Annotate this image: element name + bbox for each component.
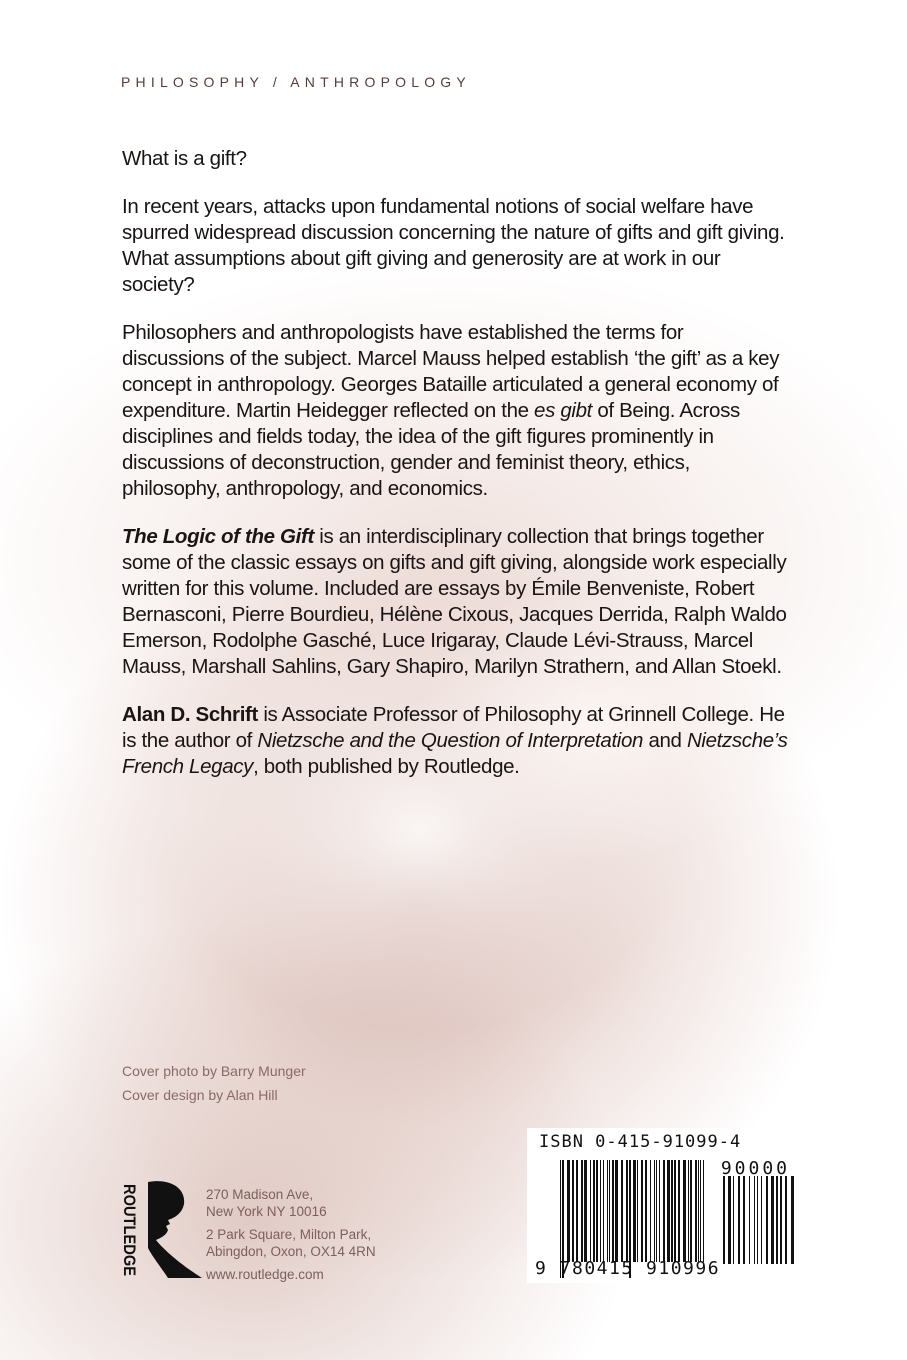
svg-text:ROUTLEDGE: ROUTLEDGE (120, 1184, 139, 1280)
barcode-bar (766, 1176, 768, 1264)
barcode-bar (581, 1160, 583, 1262)
barcode-bar (659, 1160, 660, 1262)
ean-number: 9 780415 910996 (535, 1258, 721, 1279)
barcode-bar (656, 1160, 657, 1262)
barcode-bar (645, 1160, 647, 1262)
barcode-bar (776, 1176, 778, 1264)
blurb-paragraph-1: In recent years, attacks upon fundamental notions of social welfare have spurred widespread discussion concerning the nature of gifts and gift giving. What assumptions about gift giving and generosity are at work in our society? (122, 195, 785, 296)
text: is Associate Professor of Philosophy at Grinnell College. He is the author of (122, 703, 785, 752)
barcode-bar (690, 1160, 692, 1262)
text: and (643, 729, 687, 752)
barcode-bar (674, 1160, 676, 1262)
barcode-bar (698, 1160, 699, 1262)
routledge-logo (120, 1180, 205, 1280)
barcode-bar (723, 1176, 725, 1264)
barcode-bar (700, 1160, 701, 1262)
barcode-bar (671, 1160, 673, 1262)
price-addon: 90000 (720, 1158, 790, 1179)
barcode-bar (603, 1160, 604, 1262)
barcode-bar (791, 1176, 794, 1264)
italic-term: es gibt (534, 399, 592, 422)
address-line: New York NY 10016 (206, 1204, 327, 1219)
barcode-bar (576, 1160, 578, 1262)
barcode-bar (663, 1160, 665, 1262)
barcode-bar (761, 1176, 762, 1264)
cover-credits (122, 1059, 306, 1107)
blurb-paragraph-3 (122, 524, 790, 680)
barcode-bar (728, 1176, 731, 1264)
photo-credit: Cover photo by Barry Munger (122, 1063, 306, 1079)
barcode-bar (572, 1160, 574, 1262)
publisher-website: www.routledge.com (206, 1267, 324, 1282)
barcode-bar (609, 1160, 610, 1262)
barcode-bar (641, 1160, 643, 1262)
barcode-bar (612, 1160, 614, 1262)
barcode-bar (780, 1176, 782, 1264)
text: Philosophers and anthropologists have established the terms for discussions of the subject. Marcel Mauss helped establish ‘the gift’ as a key concept in anthropology. Georges Bataille articulated a general economy of expenditure. Martin Heidegger reflected on the (122, 321, 780, 422)
address-line: Abingdon, Oxon, OX14 4RN (206, 1244, 376, 1259)
barcode-bar (637, 1160, 638, 1262)
barcode-bar (754, 1176, 755, 1264)
blurb (122, 146, 790, 802)
barcode-bar (615, 1160, 618, 1262)
barcode-bar (738, 1176, 740, 1264)
barcode-bar (584, 1160, 587, 1262)
barcode-bar (683, 1160, 686, 1262)
barcode-bar (749, 1176, 750, 1264)
barcode-bar (590, 1160, 591, 1262)
design-credit: Cover design by Alan Hill (122, 1087, 278, 1103)
barcode-bar (743, 1176, 745, 1264)
barcode-bar (593, 1160, 595, 1262)
book-title: The Logic of the Gift (122, 525, 314, 548)
isbn-barcode (527, 1128, 800, 1283)
text: of Being. Across disciplines and fields today, the idea of the gift figures prominently in discussions of deconstruction, gender and feminist theory, ethics, philosophy, anthropology, and economics. (122, 399, 740, 500)
barcode-bar (600, 1160, 601, 1262)
author-name: Alan D. Schrift (122, 703, 258, 726)
barcode-bar (654, 1160, 655, 1262)
barcode-bar (567, 1160, 570, 1262)
barcode-bar (678, 1160, 680, 1262)
barcode-bar (607, 1160, 608, 1262)
blurb-question: What is a gift? (122, 147, 247, 170)
barcode-bar (633, 1160, 636, 1262)
isbn-text: ISBN 0-415-91099-4 (539, 1132, 742, 1152)
book-title: Nietzsche’s French Legacy (122, 729, 788, 778)
category-header: PHILOSOPHY / ANTHROPOLOGY (121, 74, 471, 90)
barcode-bar (785, 1176, 787, 1264)
barcode-bar (621, 1160, 623, 1262)
blurb-paragraph-2 (122, 320, 790, 502)
barcode-bar (771, 1176, 774, 1264)
book-title: Nietzsche and the Question of Interpretation (257, 729, 644, 752)
text: , both published by Routledge. (253, 755, 520, 778)
barcode-bar (626, 1160, 628, 1262)
barcode-bar (695, 1160, 697, 1262)
address-line: 270 Madison Ave, (206, 1187, 314, 1202)
barcode-bar (688, 1160, 689, 1262)
barcode-bar (703, 1160, 704, 1262)
author-bio (122, 702, 790, 780)
barcode-bar (667, 1160, 670, 1262)
barcode-bar (650, 1160, 651, 1262)
barcode-bar (733, 1176, 734, 1264)
address-line: 2 Park Square, Milton Park, (206, 1227, 372, 1242)
publisher-addresses (206, 1186, 376, 1283)
text: is an interdisciplinary collection that brings together some of the classic essays on gifts and gift giving, alongside work especially written for this volume. Included are essays by Émile Benveniste, Robert Bernasconi, Pierre Bourdieu, Hélène Cixous, Jacques Derrida, Ralph Waldo Emerson, Rodolphe Gasché, Luce Irigaray, Claude Lévi-Strauss, Marcel Mauss, Marshall Sahlins, Gary Shapiro, Marilyn Strathern, and Allan Stoekl. (122, 525, 787, 678)
barcode-bar (596, 1160, 598, 1262)
barcode-bar (757, 1176, 758, 1264)
